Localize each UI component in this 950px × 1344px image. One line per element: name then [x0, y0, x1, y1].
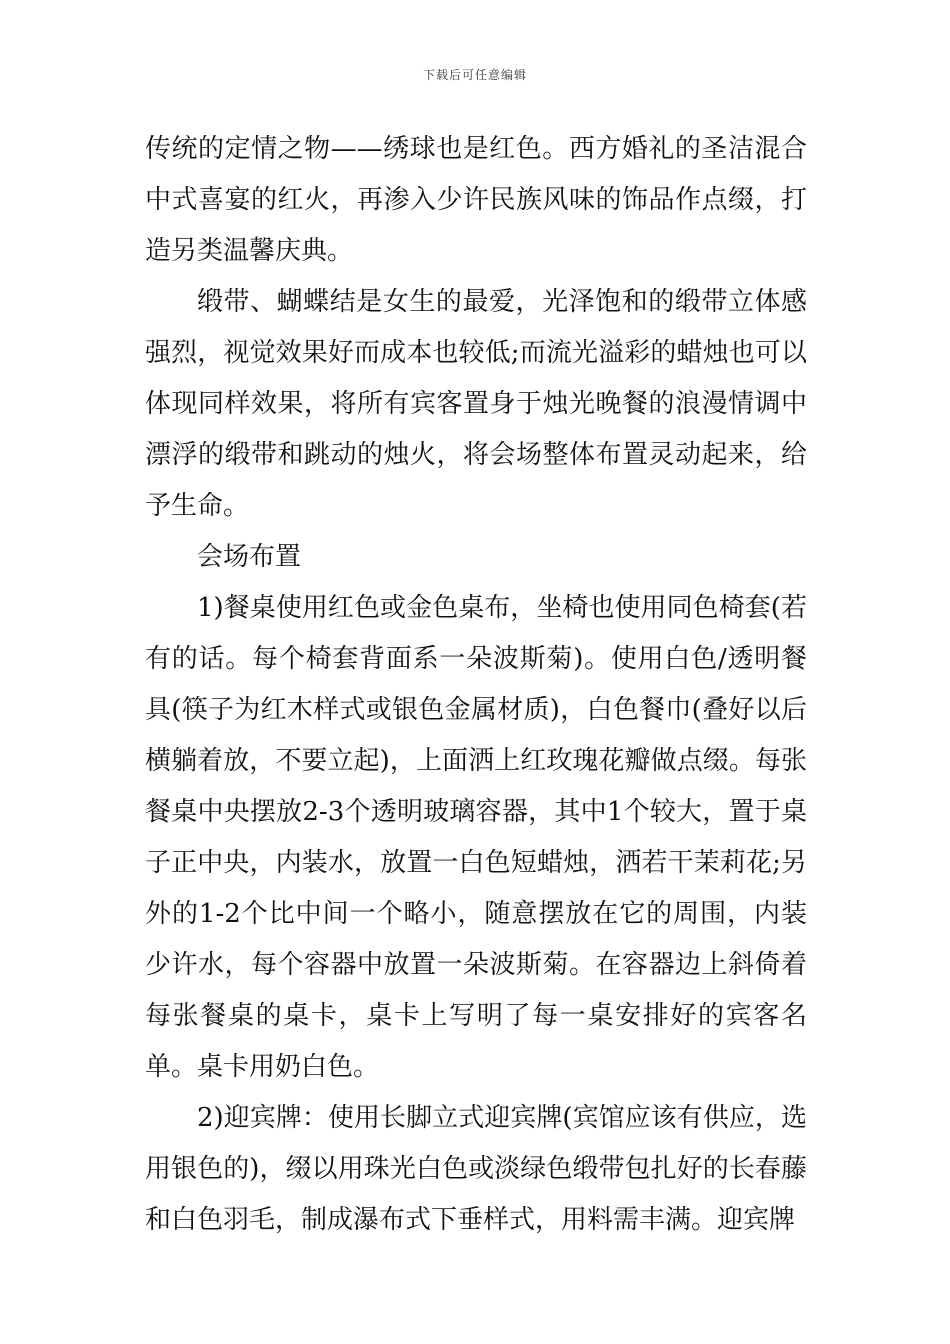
section-heading: 会场布置 [197, 542, 302, 572]
document-body [145, 124, 807, 1246]
paragraph-2: 缎带、蝴蝶结是女生的最爱，光泽饱和的缎带立体感强烈，视觉效果好而成本也较低;而流光溢彩的蜡烛也可以体现同样效果，将所有宾客置身于烛光晚餐的浪漫情调中漂浮的缎带和跳动的烛火，将会场整体布置灵动起来，给予生命。 [145, 287, 807, 521]
paragraph-1: 传统的定情之物——绣球也是红色。西方婚礼的圣洁混合中式喜宴的红火，再渗入少许民族风味的饰品作点缀，打造另类温馨庆典。 [145, 134, 807, 266]
paragraph-3: 1)餐桌使用红色或金色桌布，坐椅也使用同色椅套(若有的话。每个椅套背面系一朵波斯菊)。使用白色/透明餐具(筷子为红木样式或银色金属材质)，白色餐巾(叠好以后横躺着放，不要立起)，上面洒上红玫瑰花瓣做点缀。每张餐桌中央摆放2-3个透明玻璃容器，其中1个较大，置于桌子正中央，内装水，放置一白色短蜡烛，洒若干茉莉花;另外的1-2个比中间一个略小，随意摆放在它的周围，内装少许水，每个容器中放置一朵波斯菊。在容器边上斜倚着每张餐桌的桌卡，桌卡上写明了每一桌安排好的宾客名单。桌卡用奶白色。 [145, 593, 807, 1082]
page-header-note: 下载后可任意编辑 [422, 68, 527, 82]
paragraph-4: 2)迎宾牌：使用长脚立式迎宾牌(宾馆应该有供应，选用银色的)，缀以用珠光白色或淡绿色缎带包扎好的长春藤和白色羽毛，制成瀑布式下垂样式，用料需丰满。迎宾牌 [145, 1103, 807, 1235]
